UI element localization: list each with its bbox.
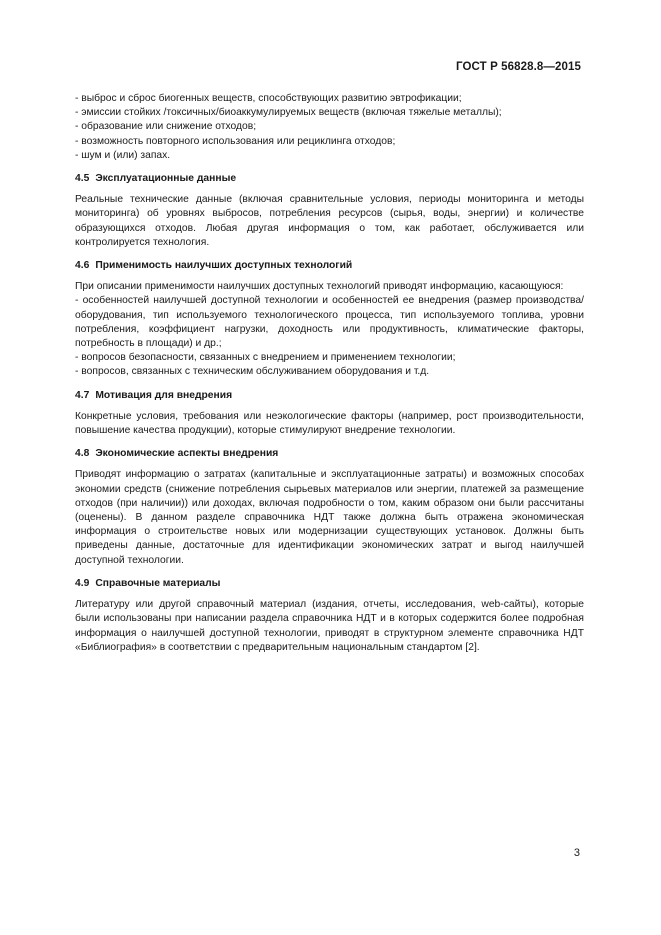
section-title: Экономические аспекты внедрения xyxy=(95,448,279,460)
section-paragraph: Литературу или другой справочный материал (издания, отчеты, исследования, web-сайты), которые были использованы при написании раздела справочника НДТ и в которых содержится более подробная информация о наилучшей доступной технологии, приводят в структурном элементе справочника НДТ «Библиография» в соответствии с предварительным национальным стандартом [2]. xyxy=(75,599,584,653)
section-title: Эксплуатационные данные xyxy=(95,173,237,185)
section-paragraph: При описании применимости наилучших доступных технологий приводят информацию, касающуюся: xyxy=(75,281,564,293)
section-heading-4-6 xyxy=(75,259,584,273)
standard-code-header: ГОСТ Р 56828.8—2015 xyxy=(456,61,581,73)
section-heading-4-7 xyxy=(75,389,584,403)
section-heading-4-5 xyxy=(75,172,584,186)
list-item: - возможность повторного использования или рециклинга отходов; xyxy=(75,135,396,147)
section-paragraph: Приводят информацию о затратах (капитальные и эксплуатационные затраты) и возможных способах экономии средств (снижение потребления сырьевых материалов или энергии, платежей за размещение отходов (при наличии)) или доходах, включая подробности о том, каким образом они были рассчитаны (оценены). В данном разделе справочника НДТ также должна быть отражена экономическая информация о строительстве новых или модернизации существующих установок. Должны быть приведены данные, достаточные для идентификации экономических затрат и выгод наилучшей доступной технологии. xyxy=(75,469,584,566)
intro-bullet-list xyxy=(75,92,584,163)
list-item: - вопросов безопасности, связанных с внедрением и применением технологии; xyxy=(75,352,456,364)
section-heading-4-9 xyxy=(75,577,584,591)
section-number: 4.6 xyxy=(75,260,90,272)
section-number: 4.9 xyxy=(75,577,90,589)
applicability-bullet-list xyxy=(75,294,584,379)
page-number: 3 xyxy=(573,847,580,859)
list-item: - шум и (или) запах. xyxy=(75,149,171,161)
section-number: 4.7 xyxy=(75,389,90,401)
list-item: - особенностей наилучшей доступной технологии и особенностей ее внедрения (размер производства/оборудования, тип используемого технологического процесса, тип используемого топлива, уровни потребления, коэффициент нагрузки, доходность или продуктивность, климатические факторы, потребность в площади) и др.; xyxy=(75,295,584,350)
section-number: 4.5 xyxy=(75,173,90,185)
list-item: - образование или снижение отходов; xyxy=(75,121,257,133)
section-title: Мотивация для внедрения xyxy=(95,389,233,401)
page-content xyxy=(75,92,584,655)
section-paragraph: Конкретные условия, требования или неэкологические факторы (например, рост производительности, повышение качества продукции), которые стимулируют внедрение технологии. xyxy=(75,410,584,437)
section-number: 4.8 xyxy=(75,448,90,460)
section-heading-4-8 xyxy=(75,447,584,461)
list-item: - вопросов, связанных с техническим обслуживанием оборудования и т.д. xyxy=(75,366,430,378)
section-title: Применимость наилучших доступных технологий xyxy=(95,260,353,272)
list-item: - выброс и сброс биогенных веществ, способствующих развитию эвтрофикации; xyxy=(75,93,462,104)
section-title: Справочные материалы xyxy=(95,577,221,589)
list-item: - эмиссии стойких /токсичных/биоаккумулируемых веществ (включая тяжелые металлы); xyxy=(75,107,502,119)
section-paragraph: Реальные технические данные (включая сравнительные условия, периоды мониторинга и методы мониторинга) об уровнях выбросов, потребления ресурсов (сырья, воды, энергии) и количестве образующихся отходов. Любая другая информация о том, как работает, обслуживается или контролируется технология. xyxy=(75,194,584,248)
